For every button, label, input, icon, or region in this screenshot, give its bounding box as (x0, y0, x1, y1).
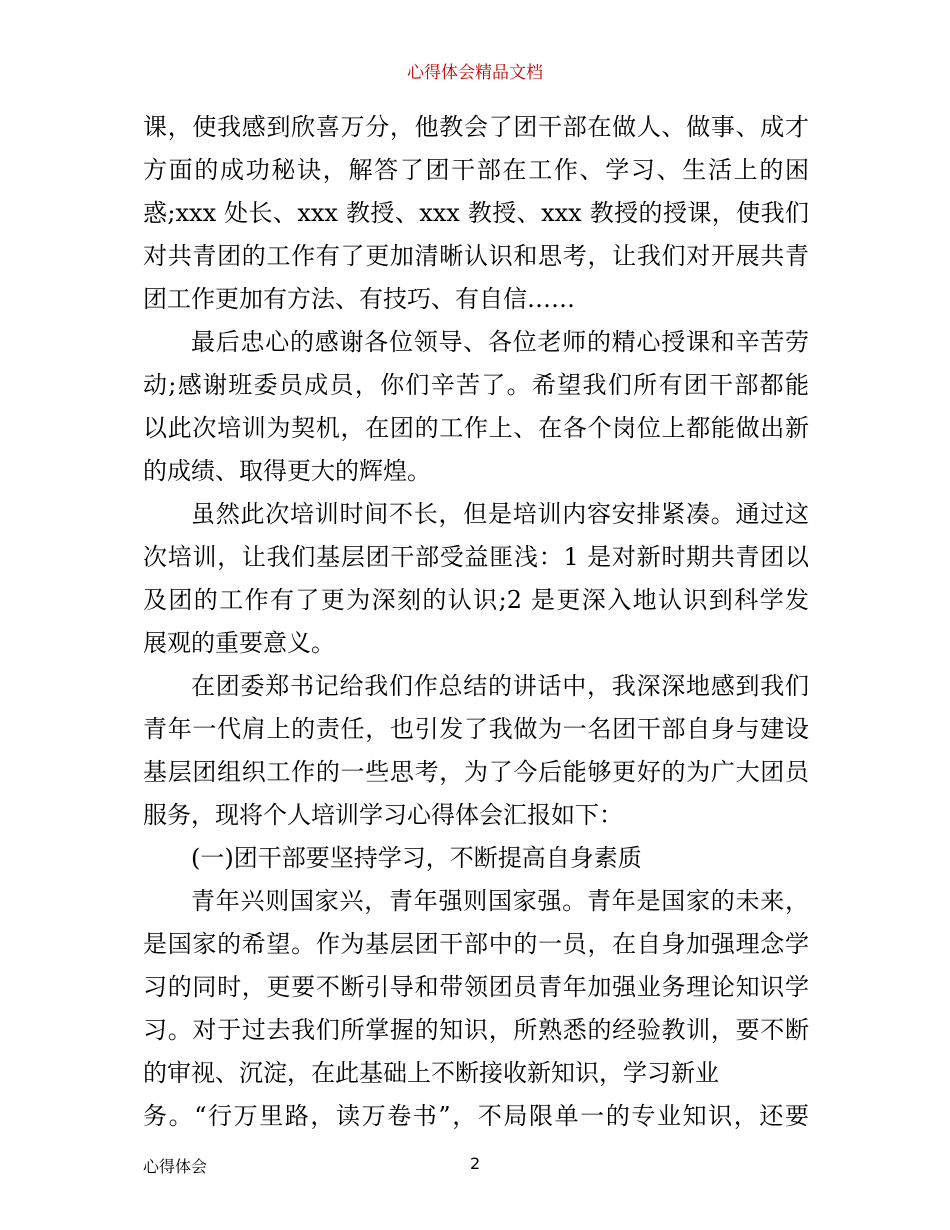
text-line: 及团的工作有了更为深刻的认识;2 是更深入地认识到科学发 (143, 586, 809, 614)
text-line: 服务，现将个人培训学习心得体会汇报如下： (143, 801, 623, 829)
page-number: 2 (470, 1154, 481, 1173)
text-line: 方面的成功秘诀，解答了团干部在工作、学习、生活上的困 (143, 156, 809, 184)
text-line: 的审视、沉淀，在此基础上不断接收新知识，学习新业 (143, 1059, 719, 1087)
document-header-title: 心得体会精品文档 (407, 63, 543, 83)
text-line: 的成绩、取得更大的辉煌。 (143, 457, 431, 485)
text-line: 基层团组织工作的一些思考，为了今后能够更好的为广大团员 (143, 758, 809, 786)
text-line: 务。“行万里路，读万卷书”，不局限单一的专业知识，还要 (143, 1102, 809, 1130)
text-line: 团工作更加有方法、有技巧、有自信…… (143, 285, 575, 313)
text-line: 习的同时，更要不断引导和带领团员青年加强业务理论知识学 (143, 973, 809, 1001)
footer-label: 心得体会 (143, 1157, 208, 1176)
text-line: 是国家的希望。作为基层团干部中的一员，在自身加强理念学 (143, 930, 809, 958)
text-line: 最后忠心的感谢各位领导、各位老师的精心授课和辛苦劳 (191, 328, 809, 356)
text-line: 动;感谢班委员成员，你们辛苦了。希望我们所有团干部都能 (143, 371, 809, 399)
document-body (143, 106, 809, 1138)
text-line: 次培训，让我们基层团干部受益匪浅：1 是对新时期共青团以 (143, 543, 809, 571)
text-line: 习。对于过去我们所掌握的知识，所熟悉的经验教训，要不断 (143, 1016, 809, 1044)
text-line: 以此次培训为契机，在团的工作上、在各个岗位上都能做出新 (143, 414, 809, 442)
text-line: 青年兴则国家兴，青年强则国家强。青年是国家的未来， (191, 887, 809, 915)
text-line: 在团委郑书记给我们作总结的讲话中，我深深地感到我们 (191, 672, 809, 700)
text-line: 虽然此次培训时间不长，但是培训内容安排紧凑。通过这 (191, 500, 809, 528)
text-line: 惑;xxx 处长、xxx 教授、xxx 教授、xxx 教授的授课，使我们 (143, 199, 809, 227)
section-heading: (一)团干部要坚持学习，不断提高自身素质 (191, 844, 642, 872)
text-line: 课，使我感到欣喜万分，他教会了团干部在做人、做事、成才 (143, 113, 809, 141)
text-line: 青年一代肩上的责任，也引发了我做为一名团干部自身与建设 (143, 715, 809, 743)
text-line: 展观的重要意义。 (143, 629, 335, 657)
text-line: 对共青团的工作有了更加清晰认识和思考，让我们对开展共青 (143, 242, 809, 270)
